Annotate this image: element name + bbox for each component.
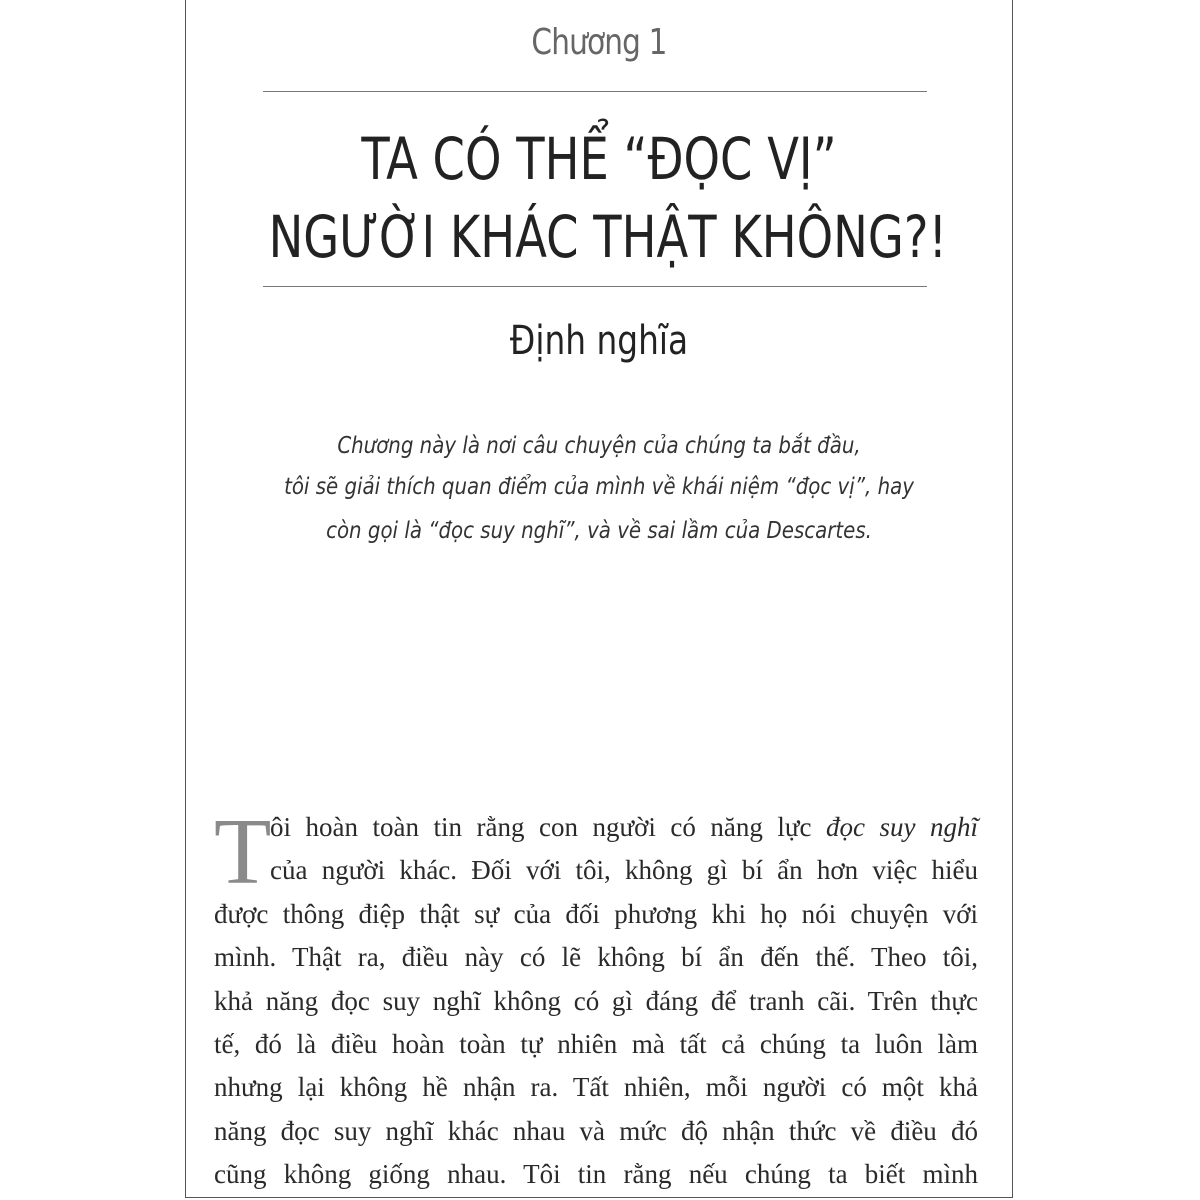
chapter-title-line-1: TA CÓ THỂ “ĐỌC VỊ” <box>361 125 837 193</box>
chapter-label: Chương 1 <box>531 22 667 63</box>
body-line-3: được thông điệp thật sự của đối phương khi họ nói chuyện với <box>214 898 978 929</box>
body-paragraph <box>214 800 978 1197</box>
body-line-8: năng đọc suy nghĩ khác nhau và mức độ nhận thức về điều đó <box>214 1115 978 1146</box>
bottom-divider <box>263 286 927 287</box>
body-line-1 <box>214 806 978 849</box>
body-line-4: mình. Thật ra, điều này có lẽ không bí ẩn đến thế. Theo tôi, <box>214 942 978 973</box>
intro-line-2: tôi sẽ giải thích quan điểm của mình về khái niệm “đọc vị”, hay <box>284 474 914 500</box>
drop-cap: T <box>214 800 272 904</box>
section-heading: Định nghĩa <box>509 318 689 364</box>
body-line-2: của người khác. Đối với tôi, không gì bí ẩn hơn việc hiểu <box>270 855 978 886</box>
intro-line-3: còn gọi là “đọc suy nghĩ”, và về sai lầm của Descartes. <box>326 518 872 544</box>
body-emphasis: đọc suy nghĩ <box>826 812 978 842</box>
body-line-1-text: ôi hoàn toàn tin rằng con người có năng lực <box>270 812 826 842</box>
top-divider <box>263 91 927 92</box>
intro-line-1: Chương này là nơi câu chuyện của chúng ta bắt đầu, <box>337 433 861 459</box>
body-line-6: tế, đó là điều hoàn toàn tự nhiên mà tất cả chúng ta luôn làm <box>214 1028 978 1059</box>
body-line-7: nhưng lại không hề nhận ra. Tất nhiên, mỗi người có một khả <box>214 1072 978 1103</box>
book-page <box>185 0 1013 1198</box>
chapter-title-line-2: NGƯỜI KHÁC THẬT KHÔNG?! <box>268 203 948 271</box>
body-line-9: cũng không giống nhau. Tôi tin rằng nếu chúng ta biết mình <box>214 1159 978 1190</box>
body-line-5: khả năng đọc suy nghĩ không có gì đáng để tranh cãi. Trên thực <box>214 985 978 1016</box>
